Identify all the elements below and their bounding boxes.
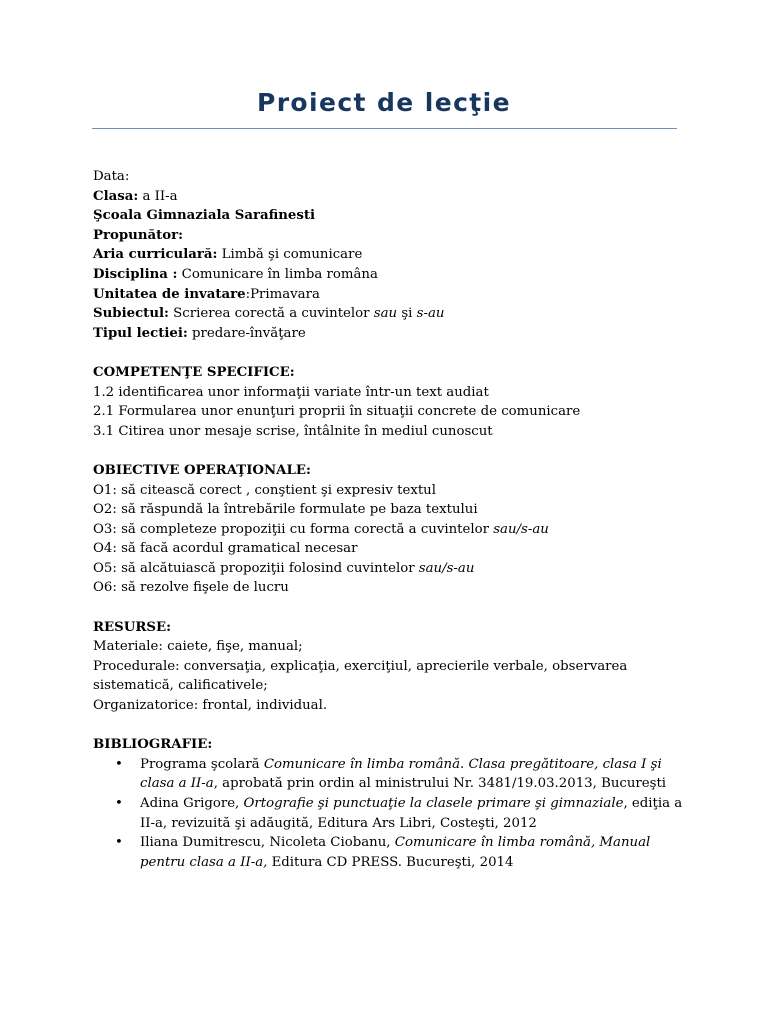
competenta-item: 1.2 identificarea unor informaţii variate într-un text audiat xyxy=(93,384,489,400)
tipul-label: Tipul lectiei: xyxy=(93,325,188,341)
subiectul-label: Subiectul: xyxy=(93,306,169,322)
unitatea-line xyxy=(93,285,683,305)
spacer xyxy=(93,441,683,461)
disciplina-line xyxy=(93,265,683,285)
tipul-value: predare-învăţare xyxy=(187,325,306,341)
bullet-icon: • xyxy=(115,796,123,811)
bib-item-title: Comunicare în limba română. Clasa pregătitoare, clasa I şi clasa a II-a xyxy=(140,756,662,792)
resurse-organizatorice: Organizatorice: frontal, individual. xyxy=(93,698,328,714)
obiectiv-o3-words: sau/s-au xyxy=(493,521,549,537)
obiectiv-o2: O2: să răspundă la întrebările formulate pe baza textului xyxy=(93,502,478,518)
document-body xyxy=(93,167,683,872)
aria-value: Limbă şi comunicare xyxy=(217,247,363,263)
spacer xyxy=(93,598,683,618)
resurse-procedurale: Procedurale: conversaţia, explicaţia, exerciţiul, aprecierile verbale, observarea sistematică, calificativele; xyxy=(93,658,628,694)
obiectiv-o3 xyxy=(93,520,683,540)
bibliografie-item xyxy=(93,794,683,833)
competenta-item: 2.1 Formularea unor enunţuri proprii în situaţii concrete de comunicare xyxy=(93,404,581,420)
bib-item-details: Editura CD PRESS. Bucureşti, 2014 xyxy=(267,854,514,870)
propunator-line: Propunător: xyxy=(93,227,184,243)
bullet-icon: • xyxy=(115,756,123,772)
unitatea-value: :Primavara xyxy=(245,286,320,302)
spacer xyxy=(93,343,683,363)
subiectul-sau: sau xyxy=(373,306,398,322)
obiectiv-o5 xyxy=(93,559,683,579)
subiectul-line xyxy=(93,304,683,324)
data-label: Data: xyxy=(93,169,130,184)
obiectiv-o5-words: sau/s-au xyxy=(418,560,475,576)
scoala-line: Şcoala Gimnaziala Sarafinesti xyxy=(93,208,316,224)
bib-item-title: Comunicare în limba română, Manual pentru clasa a II-a, xyxy=(140,835,651,870)
title-underline xyxy=(92,128,677,129)
bibliografie-heading: BIBLIOGRAFIE: xyxy=(93,737,213,753)
aria-line xyxy=(93,245,683,265)
obiectiv-o6: O6: să rezolve fişele de lucru xyxy=(93,580,289,596)
obiective-heading: OBIECTIVE OPERAŢIONALE: xyxy=(93,462,311,478)
bib-item-title: Ortografie şi punctuaţie la clasele primare şi gimnaziale xyxy=(243,796,624,811)
unitatea-label: Unitatea de invatare xyxy=(93,286,246,302)
bib-item-text: Programa şcolară xyxy=(140,756,264,772)
clasa-line xyxy=(93,187,683,207)
disciplina-label: Disciplina : xyxy=(93,266,178,282)
subiectul-text: Scrierea corectă a cuvintelor xyxy=(168,306,374,322)
disciplina-value: Comunicare în limba româna xyxy=(177,266,378,282)
competente-heading: COMPETENŢE SPECIFICE: xyxy=(93,364,295,380)
obiectiv-o1: O1: să citească corect , conştient şi expresiv textul xyxy=(93,482,436,498)
obiectiv-o5-text: O5: să alcătuiască propoziţii folosind cuvintelor xyxy=(93,560,419,576)
clasa-value: a II-a xyxy=(138,188,178,204)
bib-item-text: Iliana Dumitrescu, Nicoleta Ciobanu, xyxy=(140,835,395,851)
bibliografie-list xyxy=(93,755,683,873)
bib-item-details: , aprobată prin ordin al ministrului Nr. 3481/19.03.2013, Bucureşti xyxy=(213,776,667,792)
data-line xyxy=(93,167,683,187)
resurse-heading: RESURSE: xyxy=(93,619,172,635)
obiectiv-o4: O4: să facă acordul gramatical necesar xyxy=(93,541,358,557)
bibliografie-item xyxy=(93,833,683,872)
tipul-line xyxy=(93,324,683,344)
bibliografie-item xyxy=(93,755,683,794)
aria-label: Aria curriculară: xyxy=(93,247,218,263)
obiectiv-o3-text: O3: să completeze propoziţii cu forma corectă a cuvintelor xyxy=(93,521,494,537)
bullet-icon: • xyxy=(115,835,123,851)
bib-item-details: , ediţia a II-a, revizuită şi adăugită, Editura Ars Libri, Costeşti, 2012 xyxy=(140,796,683,831)
spacer xyxy=(93,716,683,736)
clasa-label: Clasa: xyxy=(93,188,139,204)
bib-item-text: Adina Grigore, xyxy=(140,796,244,811)
page-title: Proiect de lecţie xyxy=(256,88,511,117)
subiectul-s-au: s-au xyxy=(416,306,445,322)
subiectul-conjunction: şi xyxy=(397,306,417,322)
resurse-materiale: Materiale: caiete, fişe, manual; xyxy=(93,639,303,655)
competenta-item: 3.1 Citirea unor mesaje scrise, întâlnite în mediul cunoscut xyxy=(93,423,493,439)
